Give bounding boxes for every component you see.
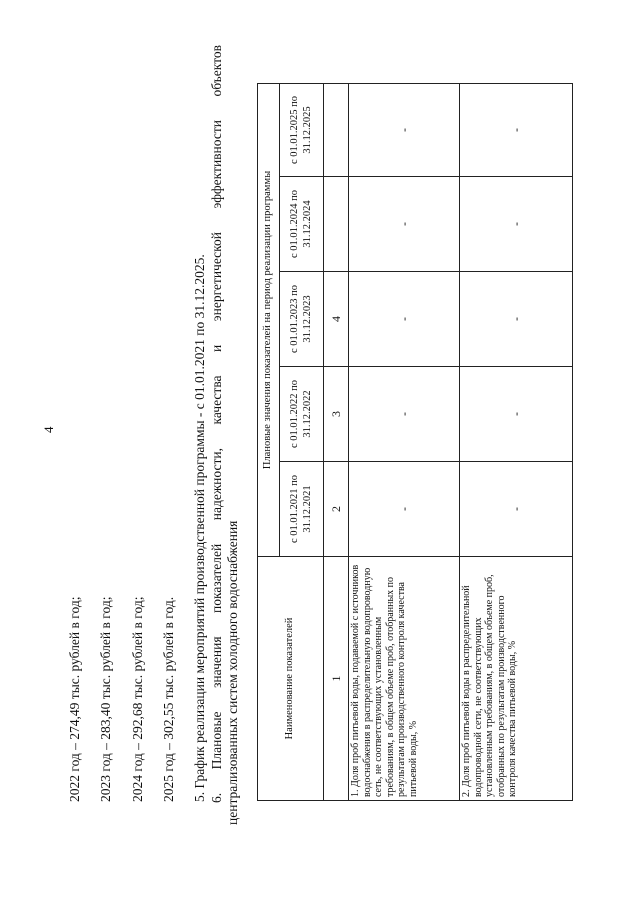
heading-word: надежности,: [209, 448, 224, 521]
indicator-name: 2. Доля проб питьевой воды в распределительной водопроводной сети, не соответствующих установленным требованиям, в общем объеме проб, отобранных по результатам производственного контроля качества питьевой воды, %: [460, 557, 573, 801]
finance-line: 2025 год – 302,55 тыс. рублей в год.: [161, 596, 176, 802]
indicator-value: -: [460, 367, 573, 462]
indicator-name-header: Наименование показателей: [258, 557, 324, 801]
period-header: с 01.01.2023 по 31.12.2023: [280, 272, 324, 367]
heading-word: эффективности: [209, 120, 224, 209]
table-row: [349, 84, 460, 801]
column-number: 1: [324, 557, 349, 801]
section-6-heading-line1: [209, 45, 225, 825]
heading-word: и: [209, 344, 224, 352]
column-number: [324, 177, 349, 272]
finance-line: 2024 год – 292,68 тыс. рублей в год;: [130, 596, 145, 802]
column-number: [324, 84, 349, 177]
indicator-value: -: [460, 272, 573, 367]
indicator-value: -: [349, 177, 460, 272]
table-row: [460, 84, 573, 801]
column-number: 4: [324, 272, 349, 367]
indicator-value: -: [349, 84, 460, 177]
indicators-table: [257, 83, 573, 801]
indicator-value: -: [460, 84, 573, 177]
indicator-name: 1. Доля проб питьевой воды, подаваемой с источников водоснабжения в распределительную водопроводную сеть, не соответствующих установленным требованиям, в общем объеме проб, отобранных по результатам производственного контроля качества питьевой воды, %: [349, 557, 460, 801]
section-5-text: 5. График реализации мероприятий производственной программы - с 01.01.2021 по 31.12.2025.: [192, 254, 207, 802]
section-6-heading: [209, 45, 241, 825]
finance-line: 2022 год – 274,49 тыс. рублей в год;: [67, 596, 82, 802]
period-header: с 01.01.2025 по 31.12.2025: [280, 84, 324, 177]
section-6-heading-line2: централизованных систем холодного водоснабжения: [225, 520, 240, 825]
page-number: 4: [41, 426, 56, 433]
heading-word: объектов: [209, 45, 224, 97]
indicator-value: -: [349, 462, 460, 557]
planned-values-header: Плановые значения показателей на период реализации программы: [258, 84, 280, 557]
heading-word: показателей: [209, 543, 224, 613]
period-header: с 01.01.2024 по 31.12.2024: [280, 177, 324, 272]
indicator-value: -: [349, 367, 460, 462]
heading-word: значения: [209, 636, 224, 688]
indicator-value: -: [349, 272, 460, 367]
column-number: 2: [324, 462, 349, 557]
finance-line: 2023 год – 283,40 тыс. рублей в год;: [98, 596, 113, 802]
column-number: 3: [324, 367, 349, 462]
heading-word: Плановые: [209, 711, 224, 770]
indicator-value: -: [460, 462, 573, 557]
heading-word: 6.: [209, 792, 224, 803]
indicator-value: -: [460, 177, 573, 272]
period-header: с 01.01.2021 по 31.12.2021: [280, 462, 324, 557]
period-header: с 01.01.2022 по 31.12.2022: [280, 367, 324, 462]
heading-word: качества: [209, 375, 224, 425]
heading-word: энергетической: [209, 231, 224, 322]
